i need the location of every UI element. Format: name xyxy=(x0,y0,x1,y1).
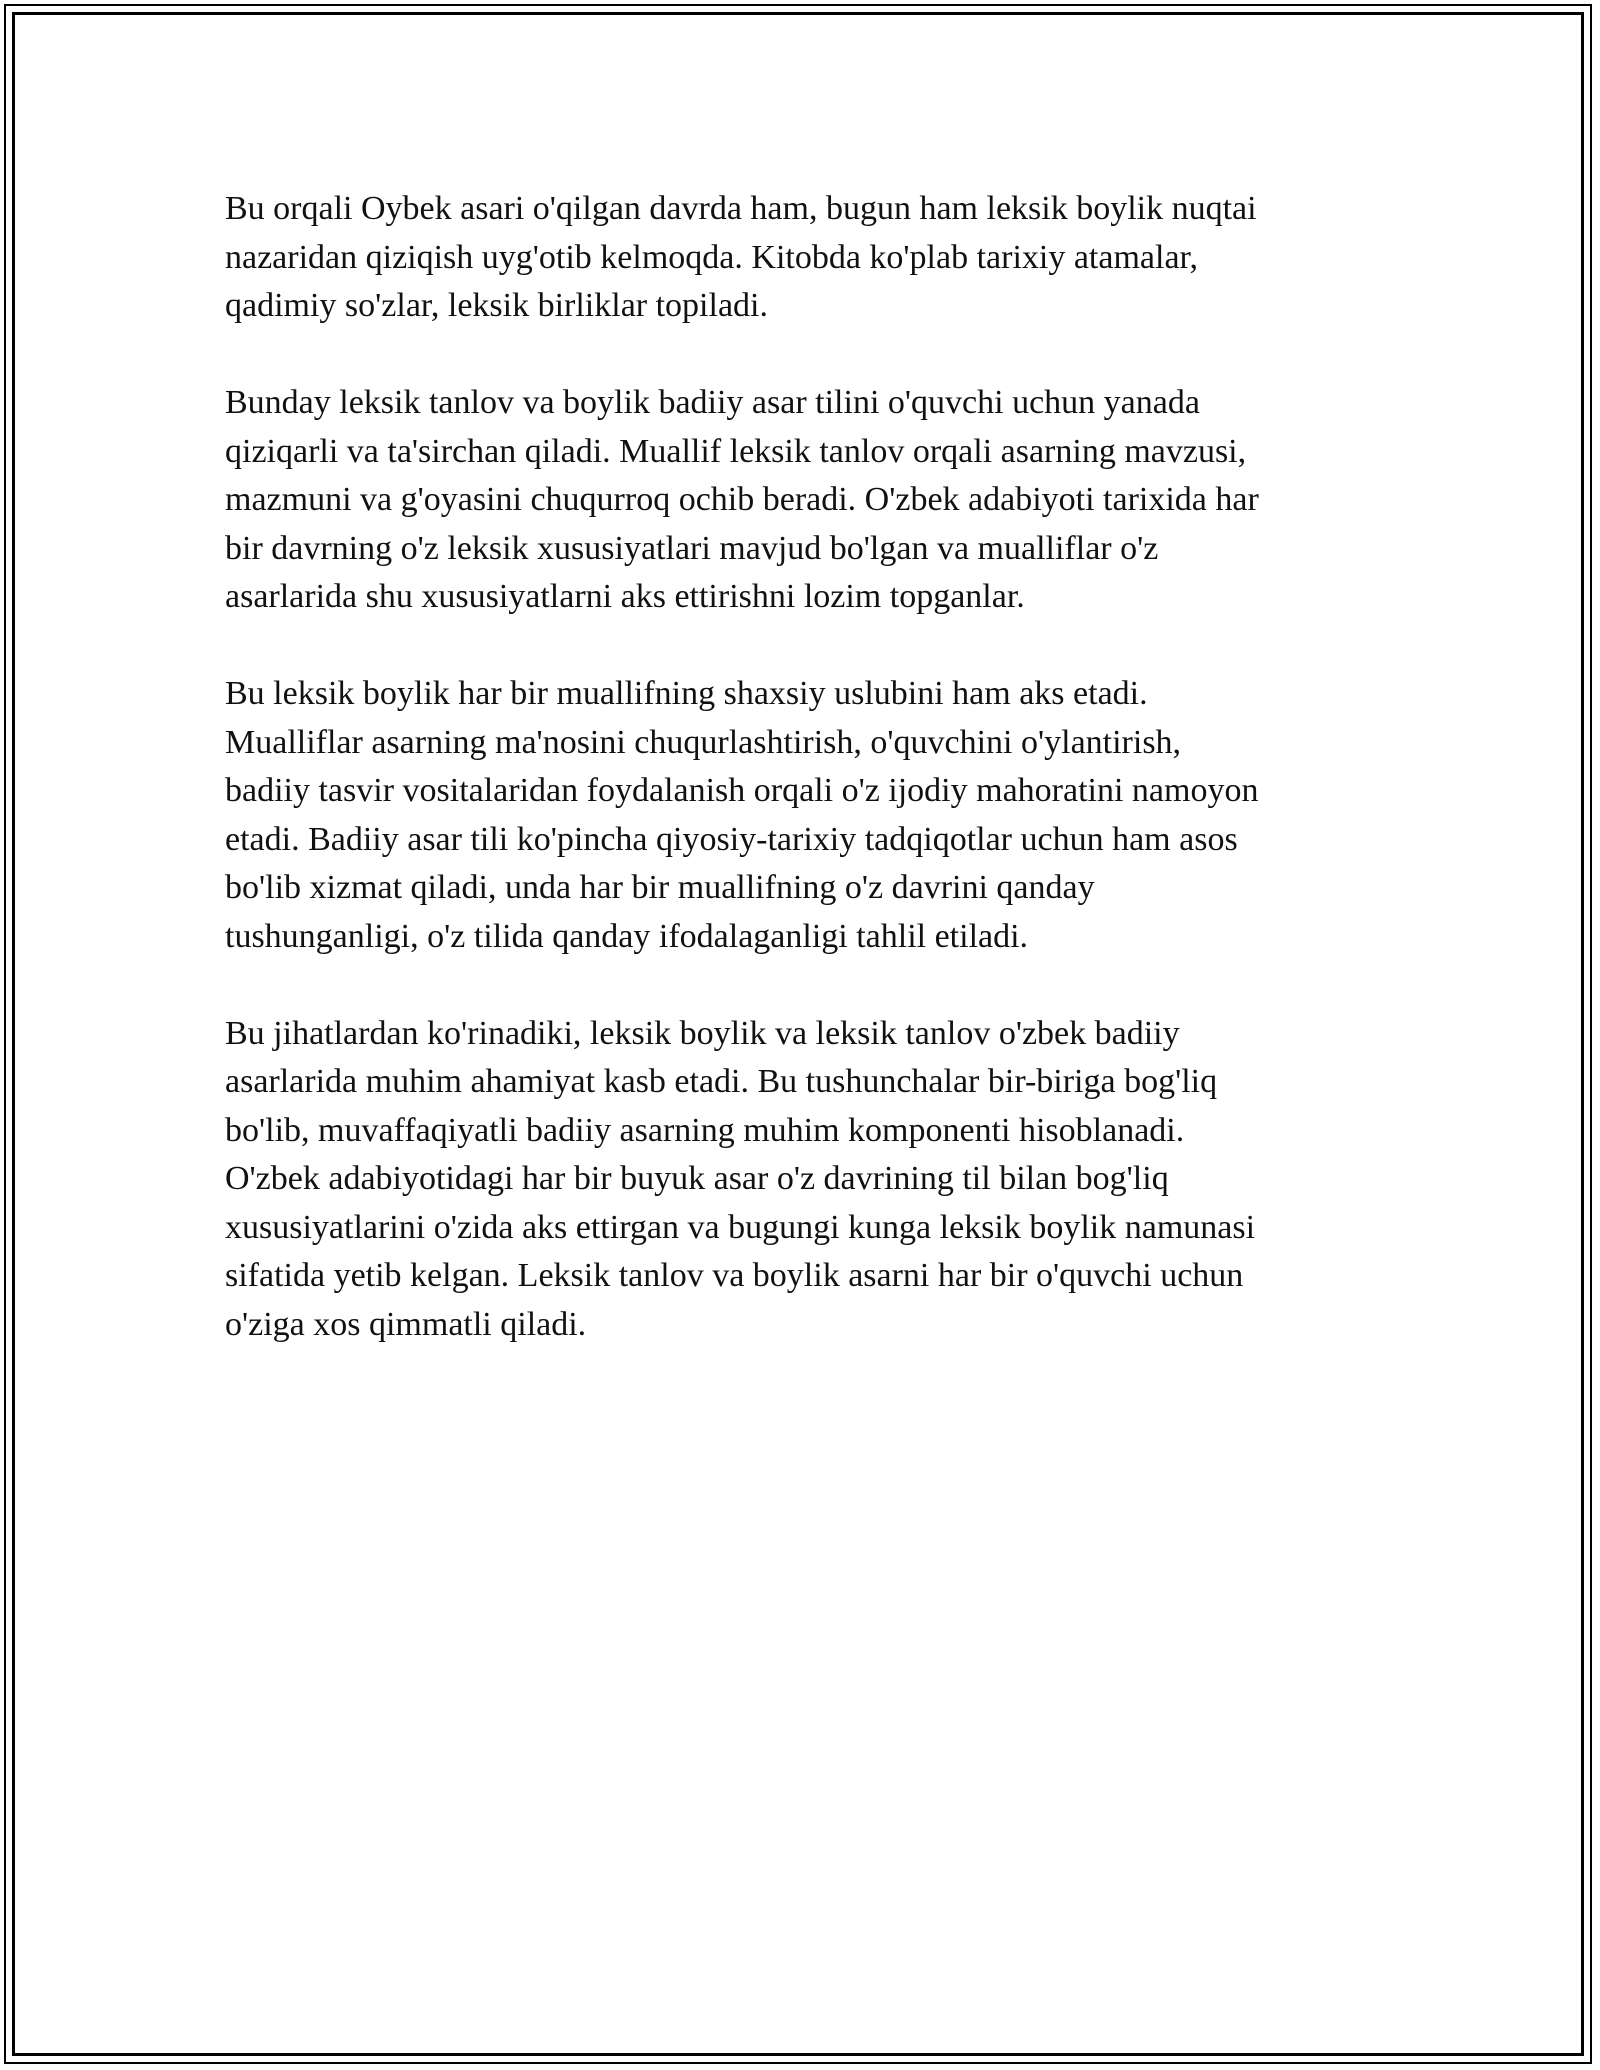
paragraph-4: Bu jihatlardan ko'rinadiki, leksik boylik va leksik tanlov o'zbek badiiy asarlarida muhim ahamiyat kasb etadi. Bu tushunchalar bir-biriga bog'liq bo'lib, muvaffaqiyatli badiiy asarning muhim komponenti hisoblanadi. O'zbek adabiyotidagi har bir buyuk asar o'z davrining til bilan bog'liq xususiyatlarini o'zida aks ettirgan va bugungi kunga leksik boylik namunasi sifatida yetib kelgan. Leksik tanlov va boylik asarni har bir o'quvchi uchun o'ziga xos qimmatli qiladi. xyxy=(225,1014,1256,1343)
document-body xyxy=(225,185,1365,1398)
paragraph-2: Bunday leksik tanlov va boylik badiiy asar tilini o'quvchi uchun yanada qiziqarli va ta'sirchan qiladi. Muallif leksik tanlov orqali asarning mavzusi, mazmuni va g'oyasini chuqurroq ochib beradi. O'zbek adabiyoti tarixida har bir davrning o'z leksik xususiyatlari mavjud bo'lgan va mualliflar o'z asarlarida shu xususiyatlarni aks ettirishni lozim topganlar. xyxy=(225,384,1259,615)
paragraph-1: Bu orqali Oybek asari o'qilgan davrda ham, bugun ham leksik boylik nuqtai nazaridan qiziqish uyg'otib kelmoqda. Kitobda ko'plab tarixiy atamalar, qadimiy so'zlar, leksik birliklar topiladi. xyxy=(225,190,1257,324)
paragraph-3: Bu leksik boylik har bir muallifning shaxsiy uslubini ham aks etadi. Mualliflar asarning ma'nosini chuqurlashtirish, o'quvchini o'ylantirish, badiiy tasvir vositalaridan foydalanish orqali o'z ijodiy mahoratini namoyon etadi. Badiiy asar tili ko'pincha qiyosiy-tarixiy tadqiqotlar uchun ham asos bo'lib xizmat qiladi, unda har bir muallifning o'z davrini qanday tushunganligi, o'z tilida qanday ifodalaganligi tahlil etiladi. xyxy=(225,675,1259,955)
